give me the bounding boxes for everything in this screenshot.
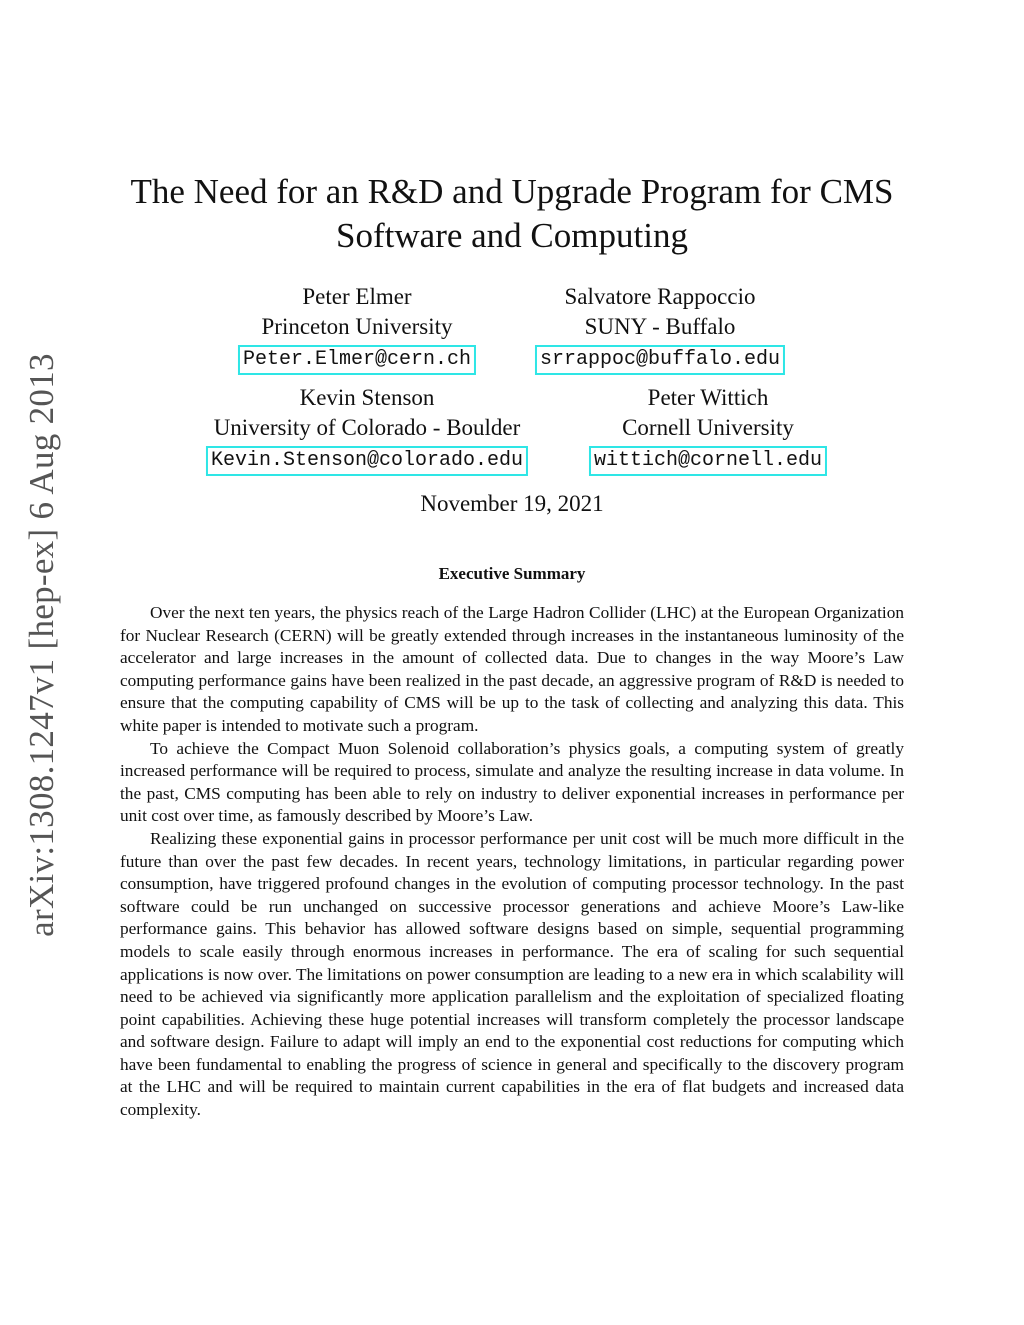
executive-summary-body: [120, 602, 904, 1122]
author-email-link[interactable]: Kevin.Stenson@colorado.edu: [206, 446, 528, 476]
author-block: [238, 282, 476, 375]
author-name: Kevin Stenson: [299, 385, 435, 410]
author-name: Peter Wittich: [647, 385, 769, 410]
author-block: [535, 282, 785, 375]
author-email-link[interactable]: srrappoc@buffalo.edu: [535, 345, 785, 375]
author-name: Salvatore Rappoccio: [564, 284, 756, 309]
arxiv-identifier: arXiv:1308.1247v1 [hep-ex] 6 Aug 2013: [22, 353, 61, 937]
author-affiliation: Princeton University: [261, 314, 453, 339]
author-name: Peter Elmer: [302, 284, 412, 309]
author-block: [206, 383, 528, 476]
author-affiliation: University of Colorado - Boulder: [213, 415, 521, 440]
summary-paragraph: Realizing these exponential gains in processor performance per unit cost will be much more difficult in the future than over the past few decades. In recent years, technology limitations, in particular regarding power consumption, have triggered profound changes in the evolution of computing processor technology. In the past software could be run unchanged on successive processor generations and achieve Moore’s Law-like performance gains. This behavior has allowed software designs based on simple, sequential programming models to scale easily through enormous increases in performance. The era of scaling for such sequential applications is now over. The limitations on power consumption are leading to a new era in which scalability will need to be achieved via significantly more application parallelism and the exploitation of specialized floating point capabilities. Achieving these huge potential increases will transform completely the processor landscape and software design. Failure to adapt will imply an end to the exponential cost reductions for computing which have been fundamental to enabling the progress of science in general and specifically to the discovery program at the LHC and will be required to maintain current capabilities in the era of flat budgets and increased data complexity.: [120, 828, 904, 1120]
summary-paragraph: Over the next ten years, the physics reach of the Large Hadron Collider (LHC) at the European Organization for Nuclear Research (CERN) will be greatly extended through increases in the instantaneous luminosity of the accelerator and large increases in the amount of collected data. Due to changes in the way Moore’s Law computing performance gains have been realized in the past decade, an aggressive program of R&D is needed to ensure that the computing capability of CMS will be up to the task of collecting and analyzing this data. This white paper is intended to motivate such a program.: [120, 603, 904, 735]
author-email-link[interactable]: wittich@cornell.edu: [589, 446, 827, 476]
executive-summary-heading: Executive Summary: [438, 564, 586, 583]
summary-paragraph: To achieve the Compact Muon Solenoid collaboration’s physics goals, a computing system of greatly increased performance will be required to process, simulate and analyze the resulting increase in data volume. In the past, CMS computing has been able to rely on industry to deliver exponential increases in performance per unit cost over time, as famously described by Moore’s Law.: [120, 738, 904, 826]
author-affiliation: Cornell University: [622, 415, 794, 440]
paper-title: The Need for an R&D and Upgrade Program for CMS Software and Computing: [130, 172, 894, 255]
author-affiliation: SUNY - Buffalo: [584, 314, 736, 339]
author-email-link[interactable]: Peter.Elmer@cern.ch: [238, 345, 476, 375]
paper-date: November 19, 2021: [420, 491, 604, 516]
author-block: [589, 383, 827, 476]
